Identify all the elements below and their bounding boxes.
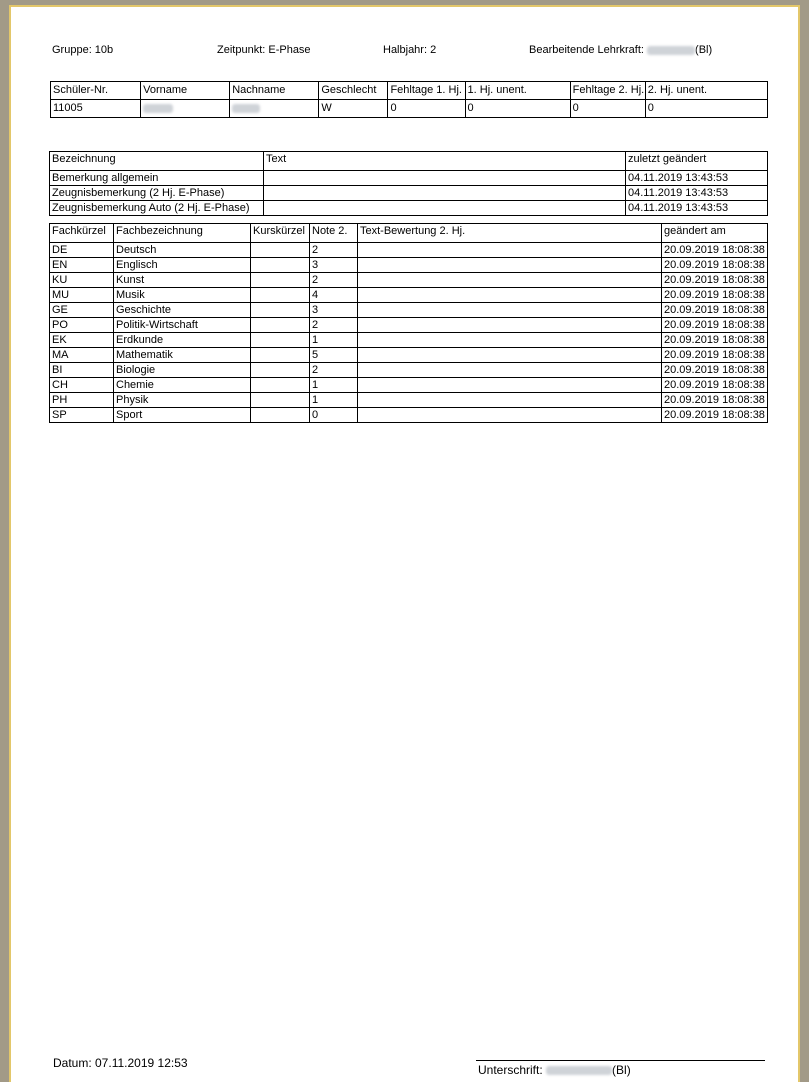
course-code [251,378,310,393]
remark-date: 04.11.2019 13:43:53 [626,186,768,201]
grade-row [50,378,768,393]
grade: 3 [310,258,358,273]
grade-row [50,348,768,363]
subject-name: Politik-Wirtschaft [114,318,251,333]
subject-name: Sport [114,408,251,423]
first-name-cell [141,100,230,118]
subject-code: CH [50,378,114,393]
grade: 4 [310,288,358,303]
col-header: Schüler-Nr. [51,82,141,100]
student-table [50,81,768,118]
grade: 2 [310,363,358,378]
changed-date: 20.09.2019 18:08:38 [662,333,768,348]
grade: 1 [310,333,358,348]
remark-label: Zeugnisbemerkung Auto (2 Hj. E-Phase) [50,201,264,216]
col-header: Fachkürzel [50,224,114,243]
subject-code: EK [50,333,114,348]
grade: 0 [310,408,358,423]
col-header: zuletzt geändert [626,152,768,171]
subject-name: Englisch [114,258,251,273]
text-evaluation [358,288,662,303]
col-header: Kurskürzel [251,224,310,243]
col-header: geändert am [662,224,768,243]
grade: 1 [310,378,358,393]
subject-code: EN [50,258,114,273]
course-code [251,393,310,408]
text-evaluation [358,333,662,348]
remark-text [264,186,626,201]
remark-label: Zeugnisbemerkung (2 Hj. E-Phase) [50,186,264,201]
text-evaluation [358,393,662,408]
text-evaluation [358,378,662,393]
signature-label [478,1063,631,1077]
grade: 2 [310,273,358,288]
subject-name: Kunst [114,273,251,288]
grades-table [49,223,768,423]
changed-date: 20.09.2019 18:08:38 [662,348,768,363]
teacher-label-text: Bearbeitende Lehrkraft: [529,44,644,56]
col-header: 2. Hj. unent. [645,82,767,100]
grade-row [50,258,768,273]
student-row [51,100,768,118]
text-evaluation [358,348,662,363]
col-header: Fehltage 2. Hj. [570,82,645,100]
course-code [251,303,310,318]
grade: 2 [310,318,358,333]
unexcused-1-cell: 0 [465,100,570,118]
subject-code: KU [50,273,114,288]
changed-date: 20.09.2019 18:08:38 [662,303,768,318]
changed-date: 20.09.2019 18:08:38 [662,243,768,258]
col-header: Bezeichnung [50,152,264,171]
unexcused-2-cell: 0 [645,100,767,118]
grade: 5 [310,348,358,363]
timepoint-label: Zeitpunkt: E-Phase [217,44,311,56]
col-header: Vorname [141,82,230,100]
subject-code: SP [50,408,114,423]
subject-name: Geschichte [114,303,251,318]
changed-date: 20.09.2019 18:08:38 [662,273,768,288]
course-code [251,333,310,348]
grade-row [50,333,768,348]
remarks-table [49,151,768,216]
text-evaluation [358,363,662,378]
signature-suffix: (Bl) [612,1063,631,1077]
course-code [251,348,310,363]
grades-table-header [50,224,768,243]
remark-row [50,186,768,201]
col-header: Text [264,152,626,171]
subject-name: Physik [114,393,251,408]
grade: 3 [310,303,358,318]
grade-row [50,303,768,318]
col-header: Note 2. [310,224,358,243]
half-year-label: Halbjahr: 2 [383,44,437,56]
redacted-teacher-name [647,46,695,55]
student-table-header [51,82,768,100]
absence-2-cell: 0 [570,100,645,118]
course-code [251,258,310,273]
course-code [251,408,310,423]
remark-date: 04.11.2019 13:43:53 [626,171,768,186]
subject-name: Erdkunde [114,333,251,348]
last-name-cell [230,100,319,118]
remark-date: 04.11.2019 13:43:53 [626,201,768,216]
group-label: Gruppe: 10b [52,44,114,56]
subject-code: BI [50,363,114,378]
remark-text [264,201,626,216]
subject-name: Biologie [114,363,251,378]
subject-code: GE [50,303,114,318]
subject-code: PO [50,318,114,333]
subject-name: Deutsch [114,243,251,258]
subject-code: DE [50,243,114,258]
text-evaluation [358,243,662,258]
changed-date: 20.09.2019 18:08:38 [662,288,768,303]
grade-row [50,243,768,258]
changed-date: 20.09.2019 18:08:38 [662,378,768,393]
text-evaluation [358,408,662,423]
redacted-last-name [232,104,260,113]
subject-name: Musik [114,288,251,303]
grade: 1 [310,393,358,408]
signature-line [476,1060,765,1061]
redacted-first-name [143,104,173,113]
col-header: Geschlecht [319,82,388,100]
date-label: Datum: 07.11.2019 12:53 [53,1056,188,1070]
remarks-table-header [50,152,768,171]
remark-label: Bemerkung allgemein [50,171,264,186]
grade-row [50,363,768,378]
signature-label-text: Unterschrift: [478,1063,543,1077]
text-evaluation [358,273,662,288]
grade-row [50,288,768,303]
remark-row [50,201,768,216]
grade-row [50,318,768,333]
grade-row [50,273,768,288]
subject-name: Mathematik [114,348,251,363]
col-header: Fachbezeichnung [114,224,251,243]
grade-row [50,393,768,408]
col-header: Nachname [230,82,319,100]
changed-date: 20.09.2019 18:08:38 [662,258,768,273]
changed-date: 20.09.2019 18:08:38 [662,408,768,423]
remark-row [50,171,768,186]
text-evaluation [358,318,662,333]
subject-name: Chemie [114,378,251,393]
course-code [251,273,310,288]
col-header: 1. Hj. unent. [465,82,570,100]
course-code [251,243,310,258]
subject-code: MU [50,288,114,303]
changed-date: 20.09.2019 18:08:38 [662,363,768,378]
remark-text [264,171,626,186]
grade-row [50,408,768,423]
student-number: 11005 [51,100,141,118]
course-code [251,363,310,378]
course-code [251,288,310,303]
changed-date: 20.09.2019 18:08:38 [662,318,768,333]
course-code [251,318,310,333]
col-header: Text-Bewertung 2. Hj. [358,224,662,243]
subject-code: PH [50,393,114,408]
text-evaluation [358,303,662,318]
teacher-label [529,44,712,56]
absence-1-cell: 0 [388,100,465,118]
subject-code: MA [50,348,114,363]
col-header: Fehltage 1. Hj. [388,82,465,100]
gender-cell: W [319,100,388,118]
redacted-signature-name [546,1066,612,1075]
text-evaluation [358,258,662,273]
teacher-suffix: (Bl) [695,44,713,56]
grade: 2 [310,243,358,258]
changed-date: 20.09.2019 18:08:38 [662,393,768,408]
